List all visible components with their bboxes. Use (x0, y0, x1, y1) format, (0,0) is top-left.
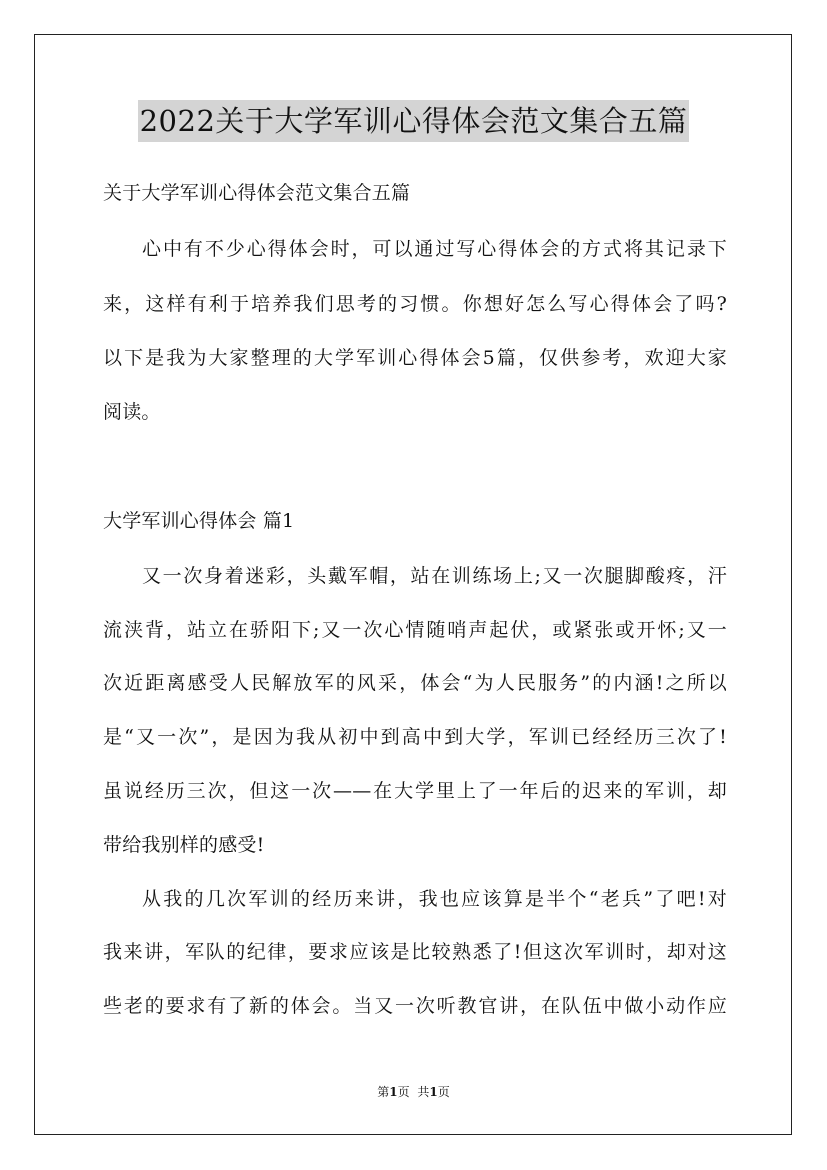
paragraph-line: 些老的要求有了新的体会。当又一次听教官讲，在队伍中做小动作应 (103, 995, 727, 1017)
intro-line: 心中有不少心得体会时，可以通过写心得体会的方式将其记录下 (142, 238, 727, 260)
page-label-prefix: 第 (377, 1085, 390, 1099)
title-container (0, 100, 827, 142)
intro-line: 阅读。 (103, 401, 161, 423)
paragraph-line: 从我的几次军训的经历来讲，我也应该算是半个“老兵”了吧!对 (142, 888, 727, 910)
page-footer (0, 1083, 827, 1101)
document-subtitle: 关于大学军训心得体会范文集合五篇 (103, 182, 411, 204)
paragraph-line: 虽说经历三次，但这一次——在大学里上了一年后的迟来的军训，却 (103, 780, 727, 802)
total-pages: 1 (429, 1085, 438, 1099)
paragraph-line: 是“又一次”，是因为我从初中到高中到大学，军训已经经历三次了! (103, 726, 727, 748)
paragraph-line: 我来讲，军队的纪律，要求应该是比较熟悉了!但这次军训时，却对这 (103, 941, 727, 963)
paragraph-line: 流浃背，站立在骄阳下;又一次心情随哨声起伏，或紧张或开怀;又一 (103, 619, 727, 641)
section-heading: 大学军训心得体会 篇1 (103, 510, 295, 532)
paragraph-line: 次近距离感受人民解放军的风采，体会“为人民服务”的内涵!之所以 (103, 672, 727, 694)
total-label-prefix: 共 (417, 1085, 430, 1099)
document-title: 2022关于大学军训心得体会范文集合五篇 (138, 100, 690, 142)
paragraph-line: 又一次身着迷彩，头戴军帽，站在训练场上;又一次腿脚酸疼，汗 (142, 565, 727, 587)
page-label-suffix: 页 (397, 1085, 410, 1099)
paragraph-line: 带给我别样的感受! (103, 834, 265, 856)
total-label-suffix: 页 (437, 1085, 450, 1099)
intro-line: 来，这样有利于培养我们思考的习惯。你想好怎么写心得体会了吗? (103, 293, 727, 315)
page-number: 1 (389, 1085, 398, 1099)
intro-line: 以下是我为大家整理的大学军训心得体会5篇，仅供参考，欢迎大家 (103, 347, 727, 369)
